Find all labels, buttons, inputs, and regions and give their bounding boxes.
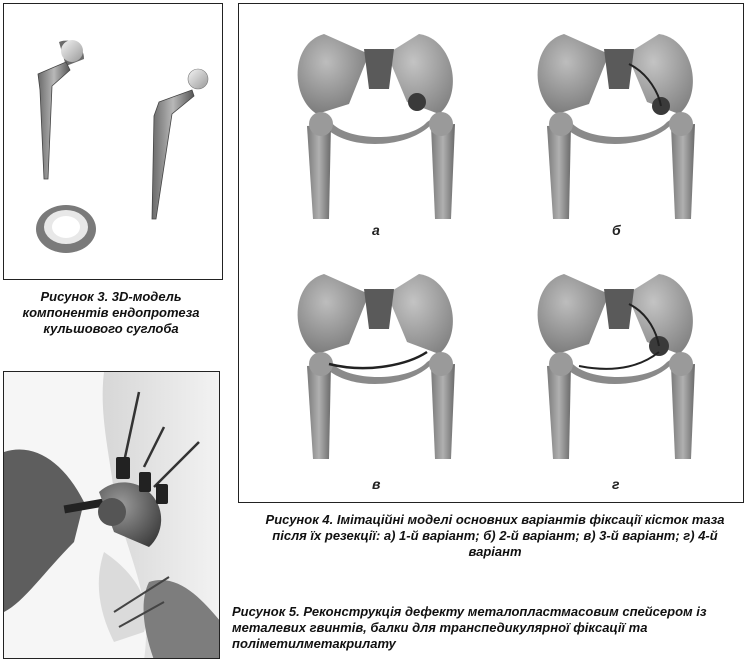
- figure-5-caption: Рисунок 5. Реконструкція дефекту металопластмасовим спейсером із металевих гвинтів, балки для транспедикулярної фіксації та поліметилметакрилату: [232, 604, 707, 651]
- panel-label-c: в: [372, 476, 381, 492]
- panel-label-b: б: [612, 222, 621, 238]
- endoprosthesis-components-illustration: [4, 4, 224, 281]
- panel-label-a: а: [372, 222, 380, 238]
- spacer-reconstruction-illustration: [4, 372, 220, 659]
- figure-5-image: [3, 371, 220, 659]
- pelvis-fixation-models-illustration: [239, 4, 745, 504]
- figure-3-image: [3, 3, 223, 280]
- figure-4-image: [238, 3, 744, 503]
- panel-label-d: г: [612, 476, 620, 492]
- figure-4-caption: Рисунок 4. Імітаційні моделі основних варіантів фіксації кісток таза після їх резекції: а) 1-й варіант; б) 2-й варіант; в) 3-й варіант; г) 4-й варіант: [265, 512, 725, 559]
- figure-3-caption: Рисунок 3. 3D-модель компонентів ендопротеза кульшового суглоба: [22, 289, 200, 336]
